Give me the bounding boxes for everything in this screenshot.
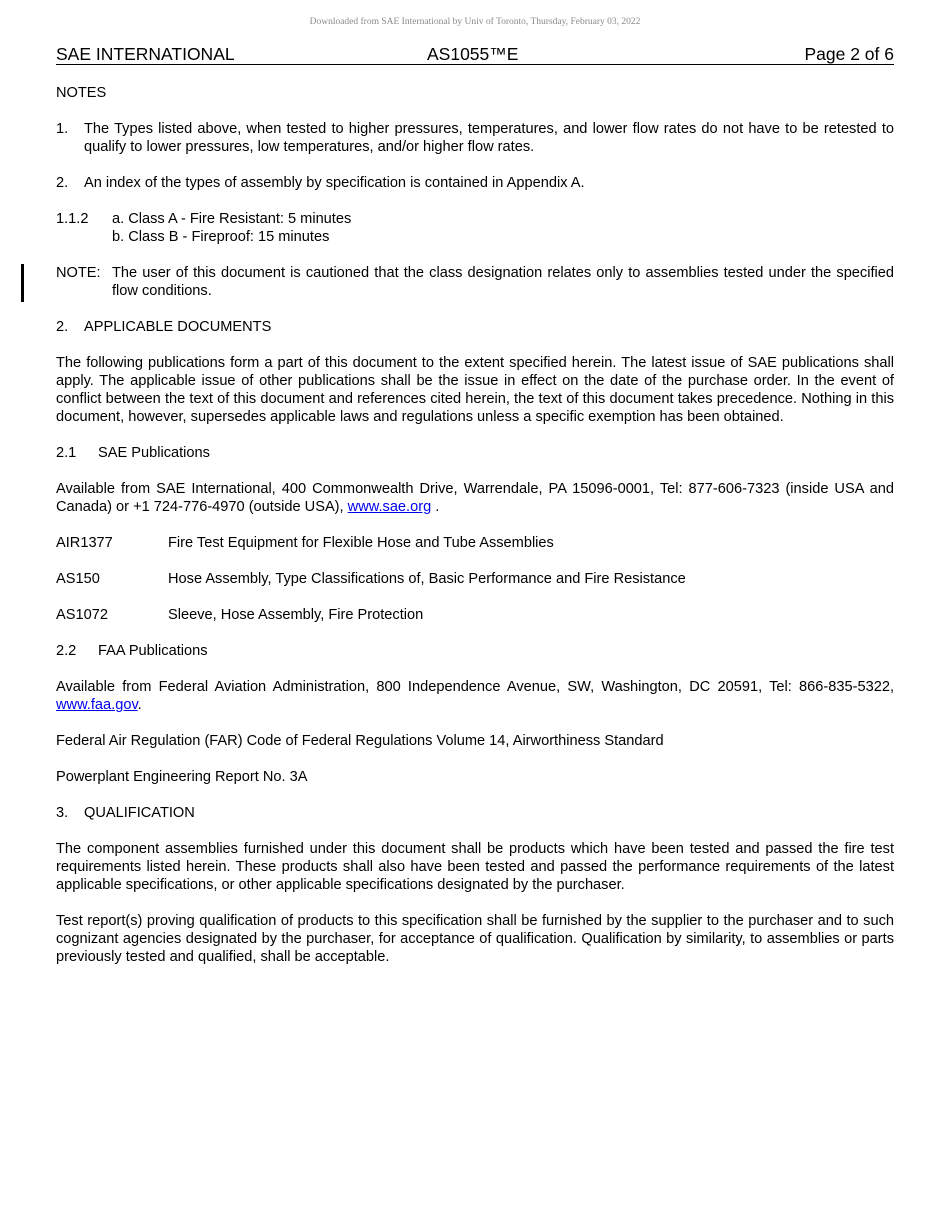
reference-air1377 bbox=[56, 534, 894, 552]
section-2-body: The following publications form a part of this document to the extent specified herein. The latest issue of SAE publications shall apply. The applicable issue of other publications shall be the issue in effect on the date of the purchase order. In the event of conflict between the text of this document and references cited herein, the text of this document takes precedence. Nothing in this document, however, supersedes applicable laws and regulations unless a specific exemption has been obtained. bbox=[56, 355, 894, 425]
class-note bbox=[56, 264, 894, 300]
header-org: SAE INTERNATIONAL bbox=[56, 44, 235, 64]
reference-code: AS150 bbox=[56, 571, 100, 587]
reference-code: AIR1377 bbox=[56, 535, 113, 551]
header-page-number: Page 2 of 6 bbox=[804, 44, 894, 64]
page-header bbox=[56, 45, 894, 65]
revision-bar bbox=[21, 264, 24, 302]
section-2-1-body bbox=[56, 480, 894, 516]
sae-availability-tail: . bbox=[431, 499, 440, 515]
reference-as1072 bbox=[56, 606, 894, 624]
faa-website-link[interactable]: www.faa.gov bbox=[56, 697, 138, 713]
class-list bbox=[56, 210, 894, 246]
class-note-label: NOTE: bbox=[56, 265, 101, 281]
class-b-item: b. Class B - Fireproof: 15 minutes bbox=[112, 229, 330, 245]
section-3-title: QUALIFICATION bbox=[84, 805, 195, 821]
note-item-2-number: 2. bbox=[56, 175, 69, 191]
section-2-heading bbox=[56, 318, 894, 336]
reference-title: Sleeve, Hose Assembly, Fire Protection bbox=[168, 607, 424, 623]
class-note-text: The user of this document is cautioned that the class designation relates only to assemblies tested under the specified flow conditions. bbox=[112, 265, 894, 299]
faa-availability-tail: . bbox=[137, 697, 142, 713]
reference-as150 bbox=[56, 570, 894, 588]
download-watermark: Downloaded from SAE International by Univ of Toronto, Thursday, February 03, 2022 bbox=[309, 17, 641, 27]
section-2-1-heading bbox=[56, 444, 894, 462]
section-3-number: 3. bbox=[56, 805, 69, 821]
sae-availability-text: Available from SAE International, 400 Commonwealth Drive, Warrendale, PA 15096-0001, Tel: 877-606-7323 (inside USA and Canada) or +1 724-776-4970 (outside USA), bbox=[56, 481, 894, 515]
section-2-2-number: 2.2 bbox=[56, 643, 77, 659]
section-3-paragraph-2: Test report(s) proving qualification of products to this specification shall be furnished by the supplier to the purchaser and to such cognizant agencies designated by the purchaser, for acceptance of qualification. Qualification by similarity, to assemblies or parts previously tested and qualified, shall be acceptable. bbox=[56, 913, 894, 965]
class-list-number: 1.1.2 bbox=[56, 211, 89, 227]
note-item-2 bbox=[56, 174, 894, 192]
reference-title: Fire Test Equipment for Flexible Hose and Tube Assemblies bbox=[168, 535, 554, 551]
powerplant-report-reference: Powerplant Engineering Report No. 3A bbox=[56, 769, 308, 785]
section-2-number: 2. bbox=[56, 319, 69, 335]
section-2-2-body bbox=[56, 678, 894, 714]
section-2-2-title: FAA Publications bbox=[98, 643, 208, 659]
reference-code: AS1072 bbox=[56, 607, 108, 623]
class-a-item: a. Class A - Fire Resistant: 5 minutes bbox=[112, 211, 352, 227]
document-body bbox=[56, 84, 894, 984]
section-2-1-title: SAE Publications bbox=[98, 445, 210, 461]
sae-website-link[interactable]: www.sae.org bbox=[347, 499, 432, 515]
note-item-1-number: 1. bbox=[56, 121, 69, 137]
faa-availability-text: Available from Federal Aviation Administration, 800 Independence Avenue, SW, Washington, DC 20591, Tel: 866-835-5322, bbox=[56, 679, 894, 695]
notes-heading: NOTES bbox=[56, 85, 107, 101]
section-2-1-number: 2.1 bbox=[56, 445, 77, 461]
far-reference: Federal Air Regulation (FAR) Code of Federal Regulations Volume 14, Airworthiness Standard bbox=[56, 733, 664, 749]
section-2-title: APPLICABLE DOCUMENTS bbox=[84, 319, 272, 335]
note-item-1 bbox=[56, 120, 894, 156]
reference-title: Hose Assembly, Type Classifications of, Basic Performance and Fire Resistance bbox=[168, 571, 686, 587]
section-2-2-heading bbox=[56, 642, 894, 660]
section-3-paragraph-1: The component assemblies furnished under this document shall be products which have been tested and passed the fire test requirements listed herein. These products shall also have been tested and passed the performance requirements of the latest applicable specifications, or other applicable specifications designated by the purchaser. bbox=[56, 841, 894, 893]
note-item-2-text: An index of the types of assembly by specification is contained in Appendix A. bbox=[84, 175, 585, 191]
note-item-1-text: The Types listed above, when tested to higher pressures, temperatures, and lower flow rates do not have to be retested to qualify to lower pressures, low temperatures, and/or higher flow rates. bbox=[84, 121, 894, 155]
header-doc-number: AS1055™E bbox=[427, 44, 519, 64]
section-3-heading bbox=[56, 804, 894, 822]
